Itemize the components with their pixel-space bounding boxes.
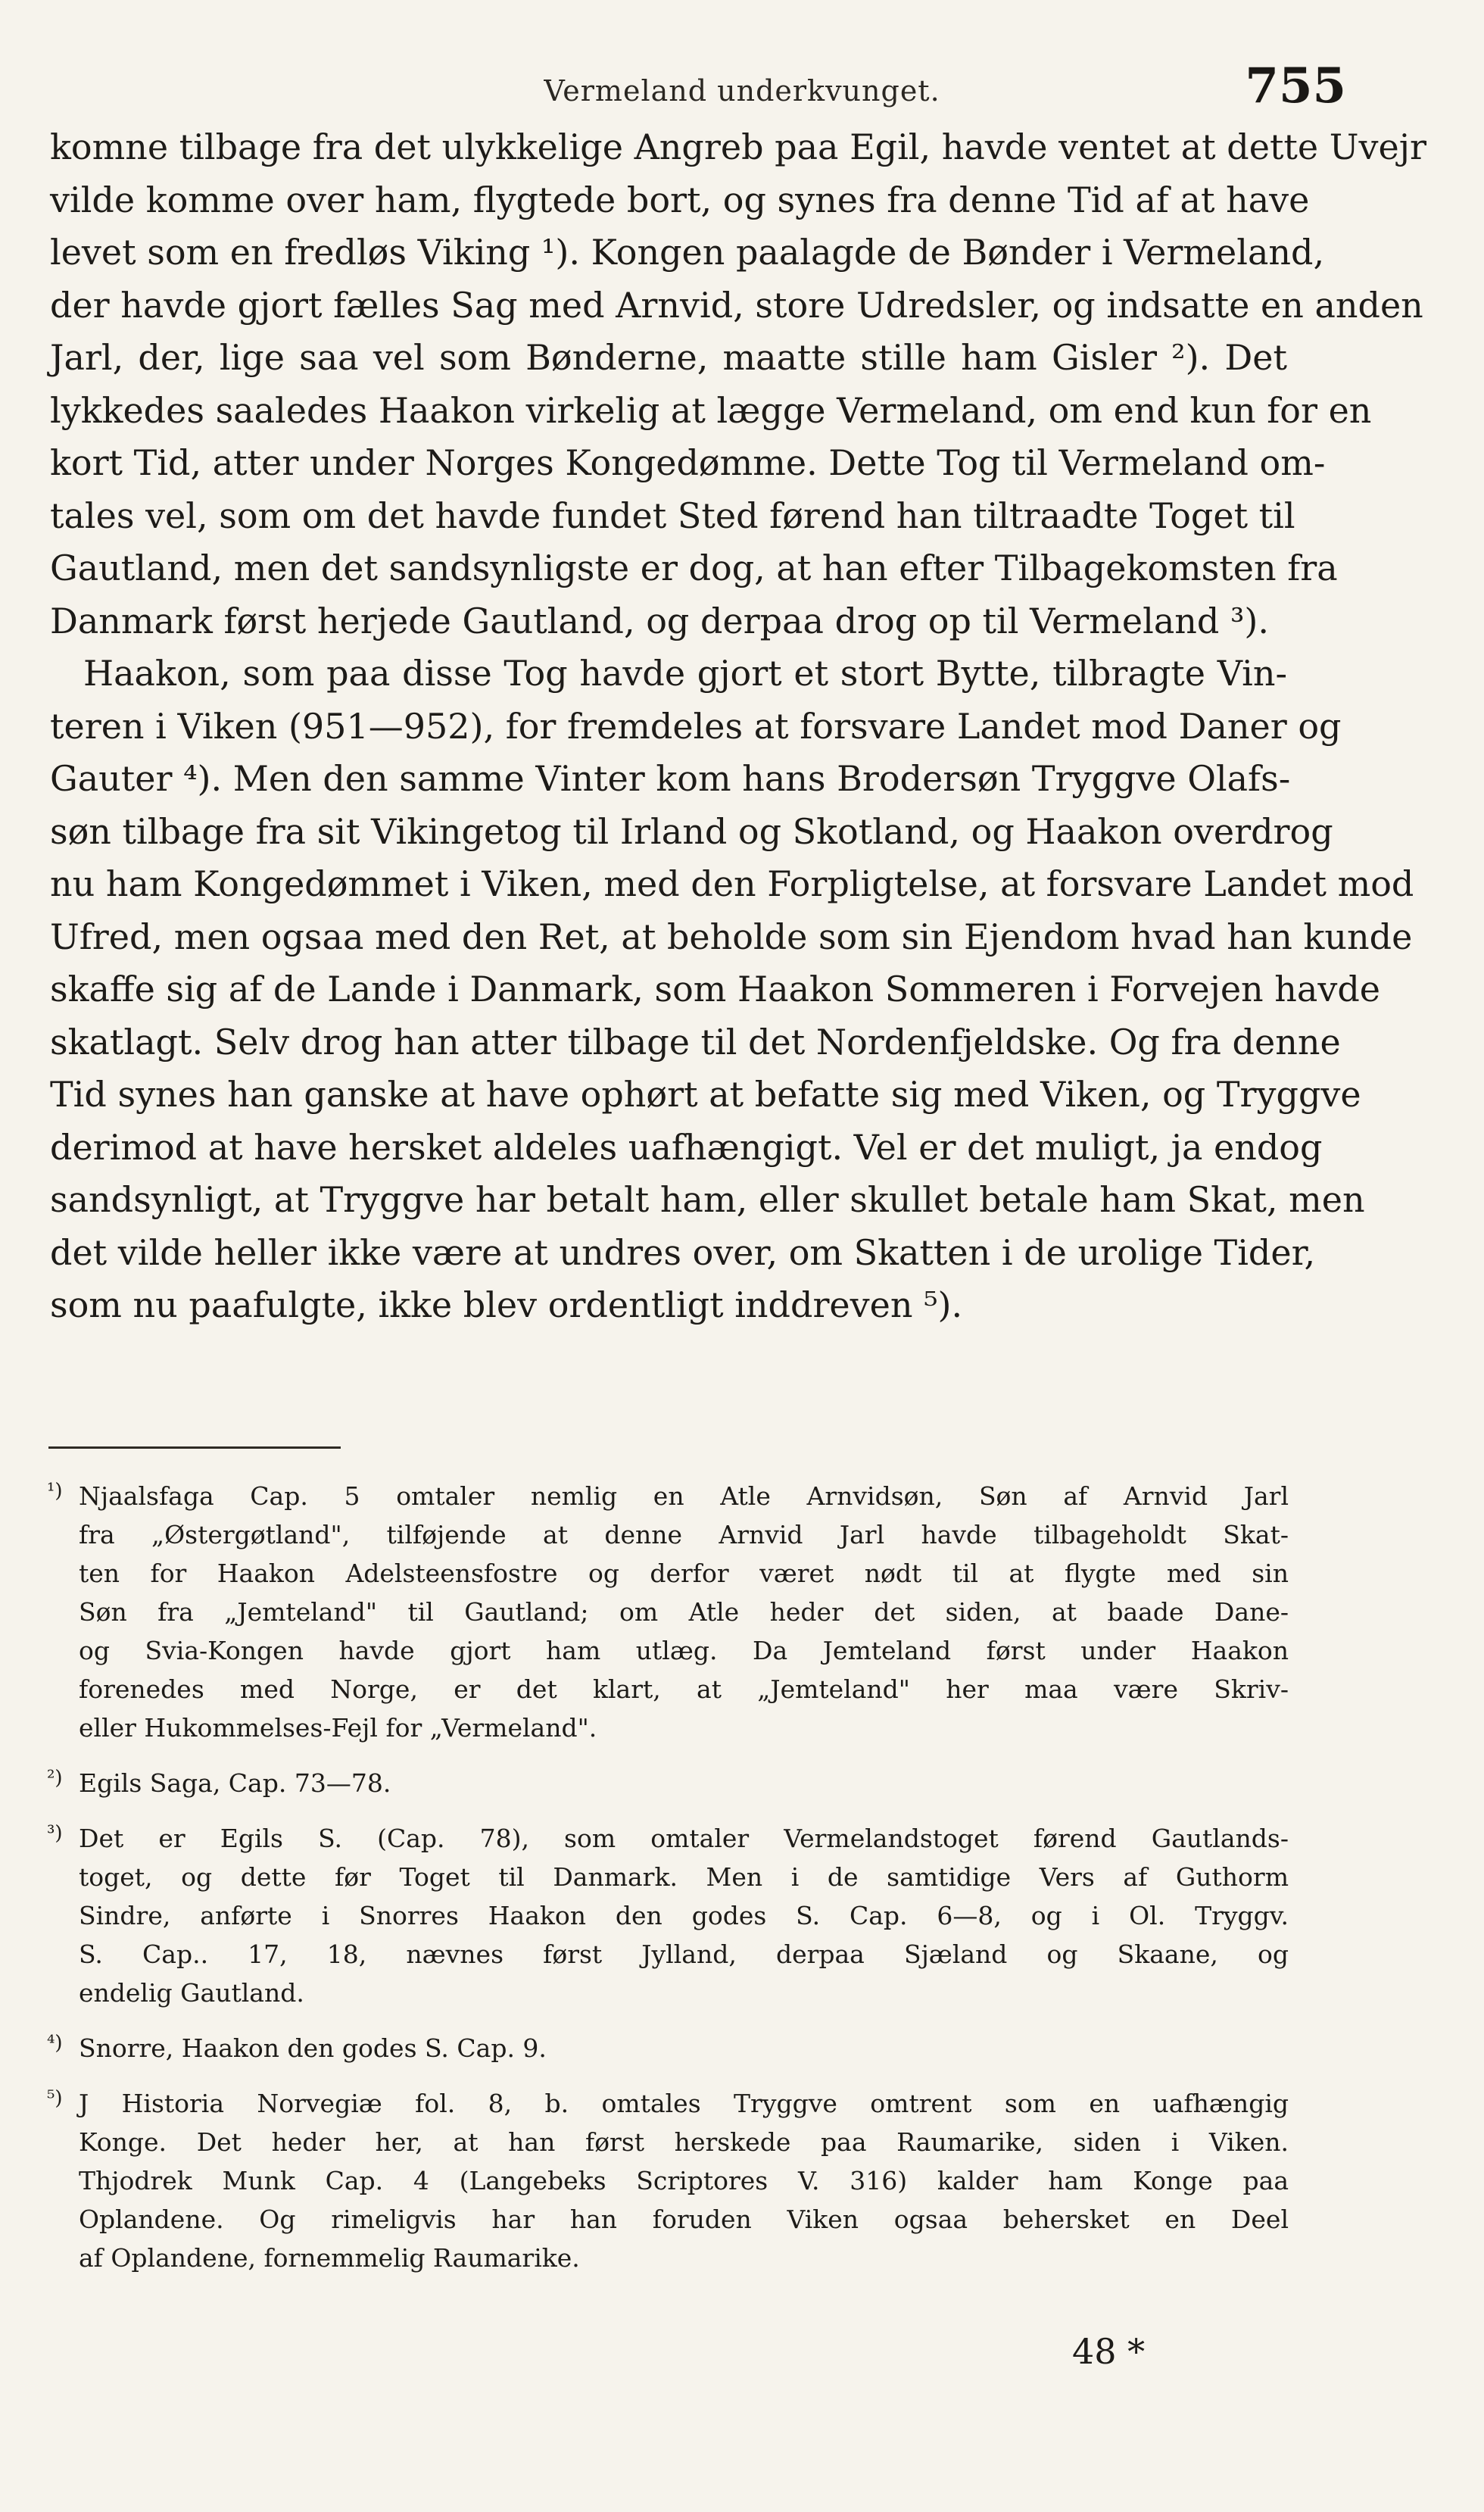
footnote-line: Thjodrek Munk Cap. 4 (Langebeks Scriptores V. 316) kalder ham Konge paa: [79, 2166, 1289, 2195]
body-line: derimod at have hersket aldeles uafhængigt. Vel er det muligt, ja endog: [50, 1126, 1323, 1168]
body-line: tales vel, som om det havde fundet Sted førend han tiltraadte Toget til: [50, 495, 1295, 536]
footnote-line: ten for Haakon Adelsteensfostre og derfor været nødt til at flygte med sin: [79, 1559, 1289, 1588]
footnote-divider: [48, 1446, 341, 1449]
footnote-line: Oplandene. Og rimeligvis har han foruden Viken ogsaa behersket en Deel: [79, 2205, 1289, 2234]
footnote-marker: ¹): [47, 1480, 63, 1503]
footnote-text: Njaalsfaga Cap. 5 omtaler nemlig en Atle Arnvidsøn, Søn af Arnvid Jarl: [79, 1481, 1289, 1511]
body-line: Tid synes han ganske at have ophørt at befatte sig med Viken, og Tryggve: [50, 1074, 1361, 1115]
body-line: Ufred, men ogsaa med den Ret, at beholde som sin Ejendom hvad han kunde: [50, 916, 1413, 957]
body-line: skatlagt. Selv drog han atter tilbage til det Nordenfjeldske. Og fra denne: [50, 1021, 1341, 1063]
body-line: Danmark først herjede Gautland, og derpaa drog op til Vermeland ³).: [50, 600, 1269, 641]
body-line: Haakon, som paa disse Tog havde gjort et stort Bytte, tilbragte Vin-: [83, 653, 1287, 694]
footnote-line: Konge. Det heder her, at han først herskede paa Raumarike, siden i Viken.: [79, 2127, 1289, 2157]
footnote-line: eller Hukommelses-Fejl for „Vermeland".: [79, 1713, 597, 1743]
footnote-3: [47, 1819, 1289, 2012]
body-line: Gauter ⁴). Men den samme Vinter kom hans Brodersøn Tryggve Olafs-: [50, 758, 1291, 799]
footnote-line: toget, og dette før Toget til Danmark. Men i de samtidige Vers af Guthorm: [79, 1862, 1289, 1892]
footnote-line: af Oplandene, fornemmelig Raumarike.: [79, 2243, 580, 2273]
footnote-text: Snorre, Haakon den godes S. Cap. 9.: [79, 2033, 547, 2063]
footnote-text: J Historia Norvegiæ fol. 8, b. omtales Tryggve omtrent som en uafhængig: [79, 2089, 1289, 2118]
body-line: sandsynligt, at Tryggve har betalt ham, eller skullet betale ham Skat, men: [50, 1179, 1365, 1220]
footnote-marker: ⁵): [47, 2087, 63, 2110]
footnote-line: Søn fra „Jemteland" til Gautland; om Atle heder det siden, at baade Dane-: [79, 1597, 1289, 1627]
footnote-marker: ³): [47, 1822, 63, 1845]
body-line: levet som en fredløs Viking ¹). Kongen paalagde de Bønder i Vermeland,: [50, 232, 1325, 273]
footnote-marker: ⁴): [47, 2032, 63, 2055]
footnote-line: [47, 2084, 1289, 2123]
body-line: Gautland, men det sandsynligste er dog, at han efter Tilbagekomsten fra: [50, 548, 1338, 588]
body-line: kort Tid, atter under Norges Kongedømme. Dette Tog til Vermeland om-: [50, 442, 1326, 483]
body-text: [50, 121, 1426, 1332]
footnote-line: endelig Gautland.: [79, 1978, 304, 2008]
body-line: lykkedes saaledes Haakon virkelig at lægge Vermeland, om end kun for en: [50, 389, 1372, 431]
footnote-line: [47, 1477, 1289, 1515]
footnote-line: S. Cap.. 17, 18, nævnes først Jylland, derpaa Sjæland og Skaane, og: [79, 1939, 1289, 1969]
footnotes: [47, 1477, 1289, 2294]
footnote-line: [47, 2029, 1289, 2067]
page-number: 755: [1245, 58, 1346, 114]
footnote-line: Sindre, anførte i Snorres Haakon den godes S. Cap. 6—8, og i Ol. Tryggv.: [79, 1901, 1289, 1930]
body-line: vilde komme over ham, flygtede bort, og synes fra denne Tid af at have: [50, 179, 1310, 220]
body-line: søn tilbage fra sit Vikingetog til Irland og Skotland, og Haakon overdrog: [50, 810, 1333, 852]
body-line: der havde gjort fælles Sag med Arnvid, store Udredsler, og indsatte en anden: [50, 284, 1423, 326]
footnote-line: forenedes med Norge, er det klart, at „Jemteland" her maa være Skriv-: [79, 1674, 1289, 1704]
footnote-text: Egils Saga, Cap. 73—78.: [79, 1768, 391, 1798]
body-line: teren i Viken (951—952), for fremdeles at forsvare Landet mod Daner og: [50, 705, 1342, 747]
footnote-1: [47, 1477, 1289, 1747]
running-head: Vermeland underkvunget.: [544, 74, 940, 108]
printer-signature: 48 *: [1072, 2331, 1146, 2372]
body-line: som nu paafulgte, ikke blev ordentligt inddreven ⁵).: [50, 1284, 963, 1325]
footnote-4: [47, 2029, 1289, 2067]
footnote-text: Det er Egils S. (Cap. 78), som omtaler Vermelandstoget førend Gautlands-: [79, 1824, 1289, 1853]
footnote-line: fra „Østergøtland", tilføjende at denne Arnvid Jarl havde tilbageholdt Skat-: [79, 1520, 1289, 1549]
body-line: skaffe sig af de Lande i Danmark, som Haakon Sommeren i Forvejen havde: [50, 969, 1381, 1009]
footnote-line: og Svia-Kongen havde gjort ham utlæg. Da Jemteland først under Haakon: [79, 1636, 1289, 1665]
body-line: nu ham Kongedømmet i Viken, med den Forpligtelse, at forsvare Landet mod: [50, 863, 1414, 904]
footnote-marker: ²): [47, 1767, 63, 1790]
body-line: det vilde heller ikke være at undres over, om Skatten i de urolige Tider,: [50, 1231, 1316, 1273]
body-line: komne tilbage fra det ulykkelige Angreb paa Egil, havde ventet at dette Uvejr: [50, 126, 1426, 167]
footnote-line: [47, 1819, 1289, 1858]
footnote-2: [47, 1764, 1289, 1802]
footnote-line: [47, 1764, 1289, 1802]
body-line: Jarl, der, lige saa vel som Bønderne, maatte stille ham Gisler ²). Det: [50, 337, 1287, 378]
footnote-5: [47, 2084, 1289, 2277]
